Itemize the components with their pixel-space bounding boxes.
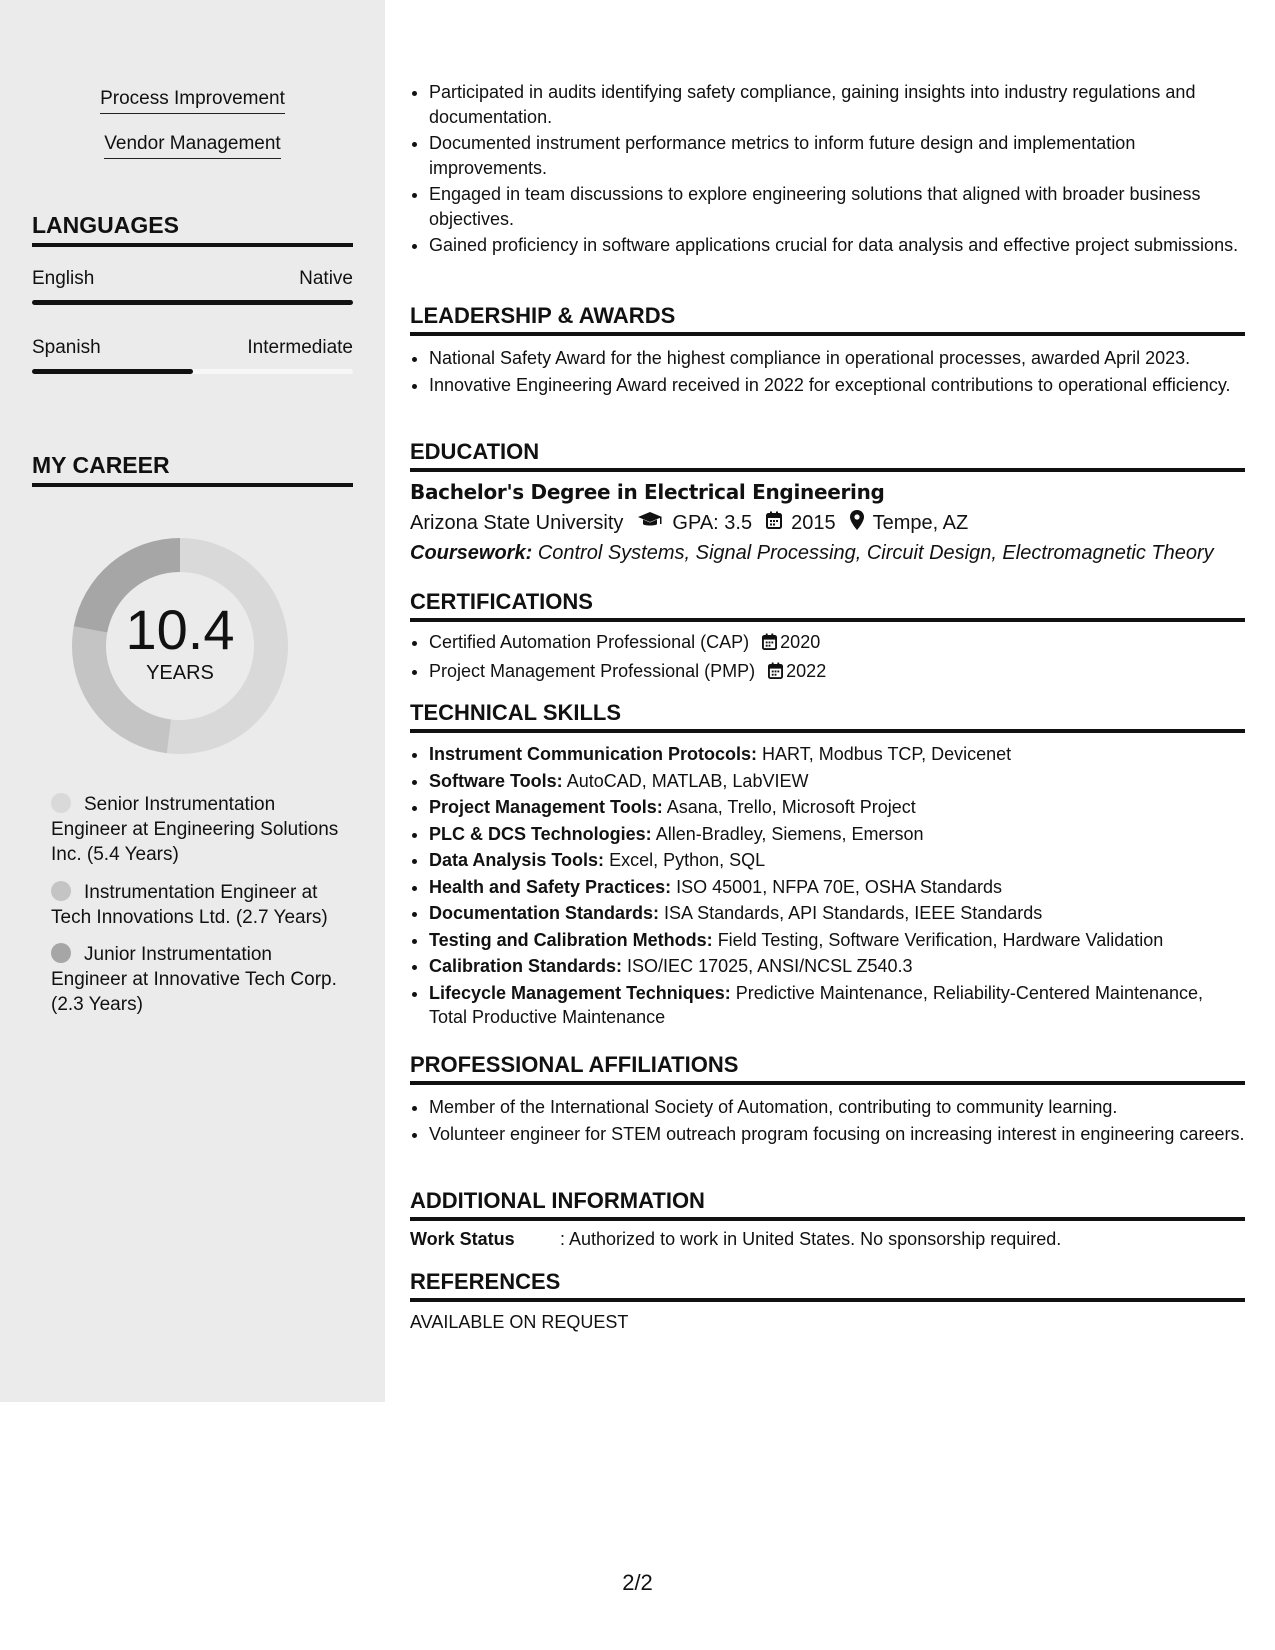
technical-skills-list bbox=[410, 742, 1245, 1032]
list-item: • Instrument Communication Protocols: HART, Modbus TCP, Devicenet bbox=[429, 742, 1245, 767]
section-heading-additional-info: ADDITIONAL INFORMATION bbox=[410, 1188, 1245, 1221]
list-item: • Documentation Standards: ISA Standards, API Standards, IEEE Standards bbox=[429, 901, 1245, 926]
list-item: • Project Management Professional (PMP) 2022 bbox=[429, 659, 1245, 686]
calendar-icon bbox=[762, 632, 777, 657]
list-item: • Engaged in team discussions to explore engineering solutions that aligned with broader business objectives. bbox=[429, 182, 1245, 231]
gpa: GPA: 3.5 bbox=[672, 511, 753, 534]
graduation-year: 2015 bbox=[791, 511, 836, 534]
language-proficiency-bar bbox=[32, 300, 353, 305]
work-status-value: : Authorized to work in United States. No sponsorship required. bbox=[560, 1229, 1062, 1249]
language-row bbox=[32, 268, 353, 290]
location-pin-icon bbox=[850, 510, 864, 536]
career-total-number: 10.4 bbox=[125, 597, 235, 661]
section-heading-references: REFERENCES bbox=[410, 1269, 1245, 1302]
school-name: Arizona State University bbox=[410, 511, 624, 534]
section-heading-education: EDUCATION bbox=[410, 439, 1245, 472]
skill-tag: Process Improvement bbox=[0, 88, 385, 110]
section-heading-leadership: LEADERSHIP & AWARDS bbox=[410, 303, 1245, 336]
language-name: Spanish bbox=[32, 337, 101, 358]
language-level: Native bbox=[299, 268, 353, 289]
list-item: • Lifecycle Management Techniques: Predictive Maintenance, Reliability-Centered Maintenance, Total Productive Maintenance bbox=[429, 981, 1245, 1030]
language-level: Intermediate bbox=[247, 337, 353, 358]
list-item: • PLC & DCS Technologies: Allen-Bradley, Siemens, Emerson bbox=[429, 822, 1245, 847]
list-item: • National Safety Award for the highest compliance in operational processes, awarded April 2023. bbox=[429, 346, 1245, 371]
list-item: • Software Tools: AutoCAD, MATLAB, LabVIEW bbox=[429, 769, 1245, 794]
career-legend-item: Senior Instrumentation Engineer at Engineering Solutions Inc. (5.4 Years) bbox=[51, 794, 339, 865]
skill-tag: Vendor Management bbox=[0, 133, 385, 155]
legend-dot-icon bbox=[51, 881, 71, 901]
career-heading: MY CAREER bbox=[32, 452, 353, 487]
list-item: • Certified Automation Professional (CAP) 2020 bbox=[429, 630, 1245, 657]
legend-dot-icon bbox=[51, 943, 71, 963]
school-location: Tempe, AZ bbox=[872, 511, 969, 534]
legend-dot-icon bbox=[51, 793, 71, 813]
language-proficiency-bar bbox=[32, 369, 353, 374]
list-item: • Data Analysis Tools: Excel, Python, SQL bbox=[429, 848, 1245, 873]
list-item: • Health and Safety Practices: ISO 45001, NFPA 70E, OSHA Standards bbox=[429, 875, 1245, 900]
career-total bbox=[64, 530, 296, 762]
section-heading-certifications: CERTIFICATIONS bbox=[410, 589, 1245, 622]
career-legend-item: Junior Instrumentation Engineer at Innovative Tech Corp. (2.3 Years) bbox=[51, 944, 337, 1015]
certifications-list bbox=[410, 630, 1245, 687]
list-item: • Participated in audits identifying safety compliance, gaining insights into industry regulations and documentation. bbox=[429, 80, 1245, 129]
affiliations-list bbox=[410, 1095, 1245, 1148]
graduation-cap-icon bbox=[637, 511, 663, 535]
work-status-row bbox=[410, 1229, 1061, 1250]
language-proficiency-fill bbox=[32, 369, 193, 374]
career-total-unit: YEARS bbox=[146, 661, 214, 684]
language-row bbox=[32, 337, 353, 359]
page-number: 2/2 bbox=[622, 1570, 653, 1595]
language-proficiency-fill bbox=[32, 300, 353, 305]
language-name: English bbox=[32, 268, 95, 289]
list-item: • Volunteer engineer for STEM outreach program focusing on increasing interest in engineering careers. bbox=[429, 1122, 1245, 1147]
career-legend-item: Instrumentation Engineer at Tech Innovations Ltd. (2.7 Years) bbox=[51, 882, 328, 928]
list-item: • Project Management Tools: Asana, Trello, Microsoft Project bbox=[429, 795, 1245, 820]
section-heading-affiliations: PROFESSIONAL AFFILIATIONS bbox=[410, 1052, 1245, 1085]
degree-title: Bachelor's Degree in Electrical Engineering bbox=[410, 480, 885, 504]
list-item: • Calibration Standards: ISO/IEC 17025, ANSI/NCSL Z540.3 bbox=[429, 954, 1245, 979]
coursework-label: Coursework: bbox=[410, 542, 533, 564]
coursework bbox=[410, 542, 1214, 565]
calendar-icon bbox=[766, 511, 782, 535]
references-text: AVAILABLE ON REQUEST bbox=[410, 1312, 629, 1332]
list-item: • Documented instrument performance metrics to inform future design and implementation improvements. bbox=[429, 131, 1245, 180]
leadership-list bbox=[410, 346, 1245, 399]
coursework-list: Control Systems, Signal Processing, Circuit Design, Electromagnetic Theory bbox=[537, 542, 1214, 564]
work-status-label: Work Status bbox=[410, 1229, 515, 1249]
list-item: • Member of the International Society of Automation, contributing to community learning. bbox=[429, 1095, 1245, 1120]
list-item: • Gained proficiency in software applications crucial for data analysis and effective project submissions. bbox=[429, 233, 1245, 258]
experience-bullets bbox=[410, 80, 1245, 260]
calendar-icon bbox=[768, 661, 783, 686]
languages-heading: LANGUAGES bbox=[32, 212, 353, 247]
section-heading-technical-skills: TECHNICAL SKILLS bbox=[410, 700, 1245, 733]
education-details bbox=[410, 510, 968, 536]
list-item: • Innovative Engineering Award received in 2022 for exceptional contributions to operational efficiency. bbox=[429, 373, 1245, 398]
list-item: • Testing and Calibration Methods: Field Testing, Software Verification, Hardware Validation bbox=[429, 928, 1245, 953]
